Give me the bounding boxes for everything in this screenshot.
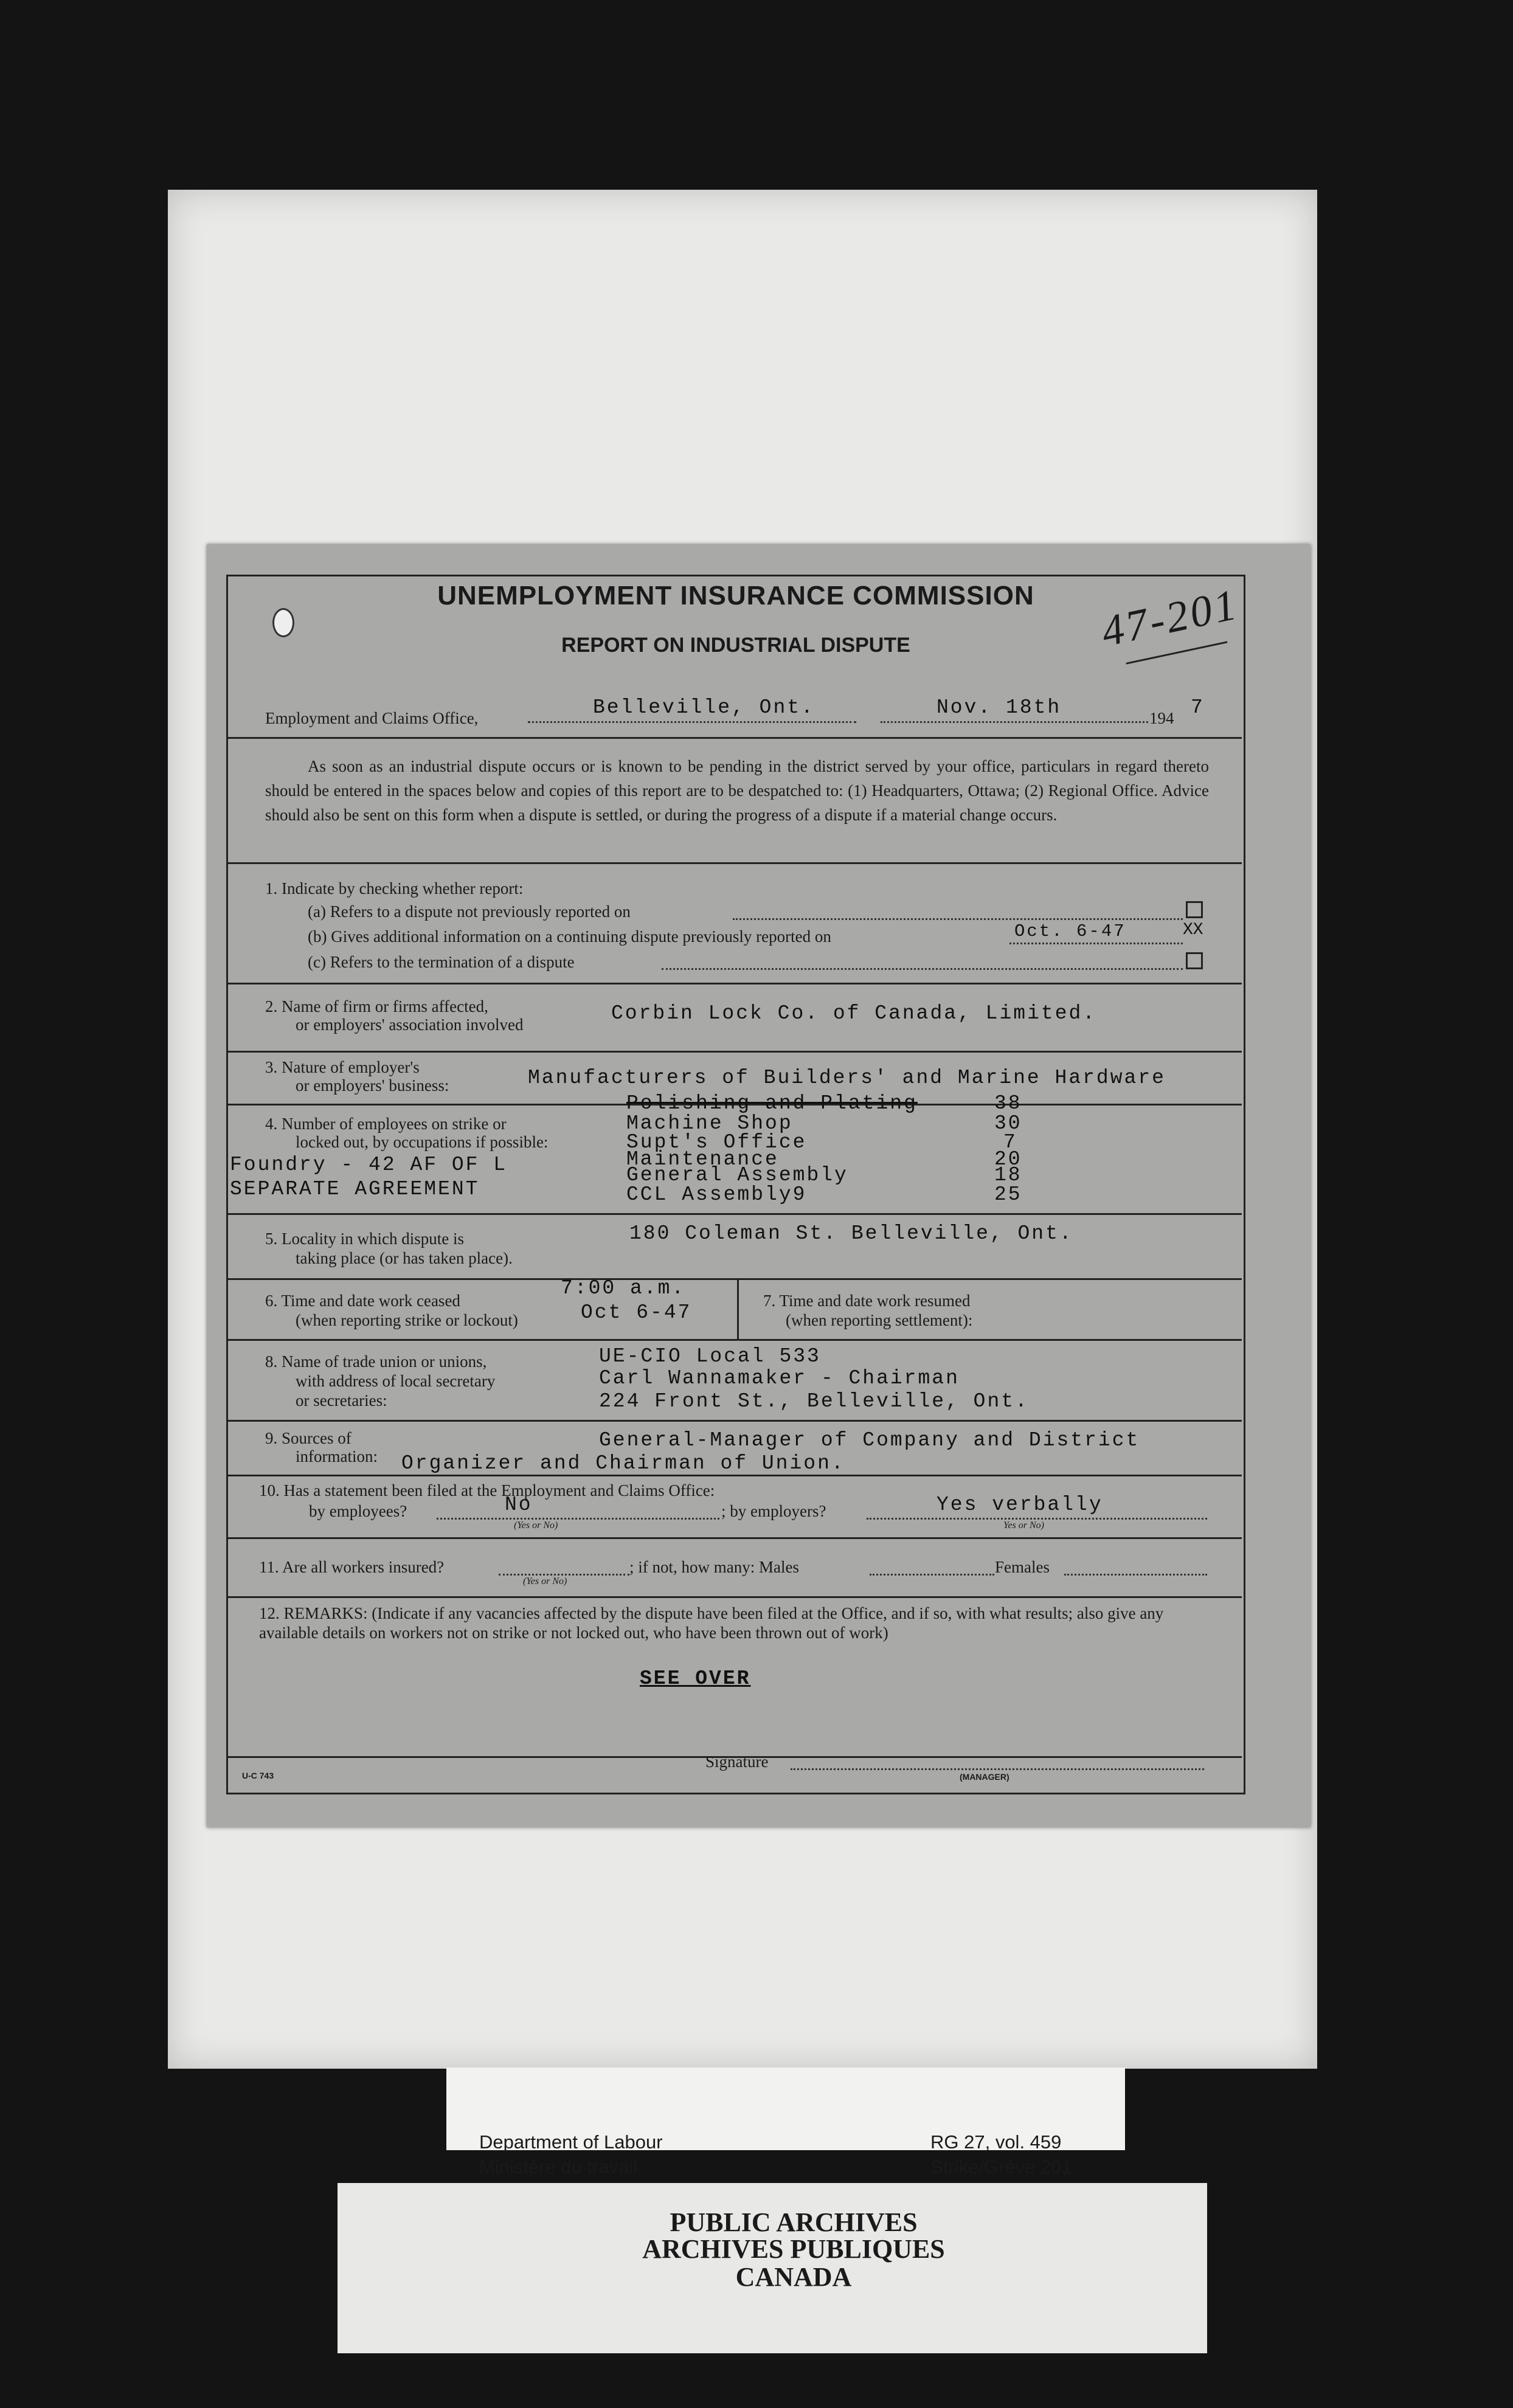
punch-hole [272,608,294,637]
item11-males-dotline [870,1574,994,1576]
divider [226,737,1242,739]
year-suffix: 7 [1191,696,1205,719]
archives-line1: PUBLIC ARCHIVES [670,2207,918,2237]
divider [226,1213,1242,1215]
divider [226,862,1242,864]
item6-label-cont: (when reporting strike or lockout) [296,1311,518,1329]
sources-line1: General-Manager of Company and District [599,1429,1140,1451]
item11-label: 11. Are all workers insured? [259,1558,445,1576]
date-value: Nov. 18th [937,696,1062,719]
yes-no-hint: (Yes or No) [514,1520,558,1531]
form-code: U-C 743 [242,1771,274,1780]
dept-fr: Ministère du travail [479,2156,638,2178]
item7-label: 7. Time and date work resumed [763,1292,971,1310]
divider [226,1537,1242,1539]
item9-label-cont: information: [296,1447,378,1465]
item3-label-cont: or employers' business: [296,1076,449,1095]
instructions-text: As soon as an industrial dispute occurs or is known to be pending in the district served by your office, particulars in regard thereto should be entered in the spaces below and copies of this report are to be despatched to: (1) Headquarters, Ottawa; (2) Regional Office. Advice should also be sent on this form when a dispute is settled, or during the progress of a dispute if a material change occurs. [265,757,1209,824]
occupation-count: 7 [1003,1131,1017,1154]
item4-label-cont: locked out, by occupations if possible: [296,1133,549,1151]
item10-label: 10. Has a statement been filed at the Employment and Claims Office: [259,1481,715,1500]
item10-employees-value: No [505,1493,533,1516]
office-label: Employment and Claims Office, [265,709,479,727]
item1-option-a: (a) Refers to a dispute not previously reported on [308,902,631,921]
office-value: Belleville, Ont. [593,696,815,719]
divider [226,983,1242,984]
occupation-row: Machine Shop [626,1112,793,1135]
item9-label: 9. Sources of [265,1429,351,1447]
checkbox-b-mark[interactable]: XX [1183,921,1203,939]
item6-time: 7:00 a.m. [561,1277,686,1299]
divider-vertical [737,1278,739,1339]
item7-label-cont: (when reporting settlement): [786,1311,973,1329]
item6-label: 6. Time and date work ceased [265,1292,460,1310]
divider [226,1051,1242,1053]
date-dotline [881,721,1148,723]
union-name: UE-CIO Local 533 [599,1345,821,1368]
item3-label: 3. Nature of employer's [265,1058,420,1076]
occupation-count: 25 [994,1183,1022,1206]
item4-side-note: Foundry - 42 AF OF L [230,1154,508,1176]
item4-label: 4. Number of employees on strike or [265,1115,507,1133]
item2-value: Corbin Lock Co. of Canada, Limited. [611,1002,1097,1025]
item12-remarks: 12. REMARKS: (Indicate if any vacancies affected by the dispute have been filed at the Office, and if so, with what results; also give any available details on workers not on strike or not locked out, who have been thrown out of work) [259,1604,1164,1642]
item1-option-b: (b) Gives additional information on a continuing dispute previously reported on [308,927,831,946]
item10-by-employers: ; by employers? [721,1502,826,1520]
item1a-dotline [733,918,1183,920]
form-subtitle: REPORT ON INDUSTRIAL DISPUTE [561,634,910,657]
item5-value: 180 Coleman St. Belleville, Ont. [629,1222,1073,1245]
item1b-value: Oct. 6-47 [1014,921,1126,941]
item3-value: Manufacturers of Builders' and Marine Hardware [528,1067,1166,1089]
item10-employees-dotline [437,1518,719,1520]
item5-label: 5. Locality in which dispute is [265,1230,464,1248]
occupation-count: 20 [994,1148,1022,1171]
occupation-row: CCL Assembly9 [626,1183,807,1206]
archives-line3: CANADA [735,2262,852,2292]
item11-females-dotline [1064,1574,1207,1576]
signature-dotline [791,1768,1204,1770]
item2-label: 2. Name of firm or firms affected, [265,997,488,1015]
dept-en: Department of Labour [479,2131,663,2153]
manager-label: (MANAGER) [960,1772,1009,1782]
divider [226,1278,1242,1280]
divider [226,1475,1242,1476]
remarks-value: SEE OVER [640,1667,751,1690]
item5-label-cont: taking place (or has taken place). [296,1249,513,1267]
archives-line2: ARCHIVES PUBLIQUES [642,2234,945,2264]
item10-employers-value: Yes verbally [937,1493,1103,1516]
year-prefix: 194 [1149,709,1174,727]
item11-if-not: ; if not, how many: Males [629,1558,799,1576]
sources-line2: Organizer and Chairman of Union. [401,1452,845,1475]
item1b-dotline [1009,943,1183,944]
file-number: 47-201 [1097,580,1243,656]
signature-label: Signature [705,1752,769,1771]
archive-ref-strike: Strike/Grève 201 [930,2156,1072,2178]
item11-insured-dotline [499,1574,629,1576]
item10-by-employees: by employees? [309,1502,407,1520]
item1c-dotline [662,968,1183,970]
item11-females: Females [995,1558,1050,1576]
checkbox-a[interactable] [1186,901,1203,918]
item8-label: 8. Name of trade union or unions, [265,1352,487,1371]
occupation-row: General Assembly [626,1164,848,1186]
occupation-row: Polishing and Plating [626,1092,918,1115]
divider [226,1339,1242,1341]
item8-label-cont: or secretaries: [296,1391,387,1410]
yes-no-hint: (Yes or No) [523,1576,567,1586]
archive-ref-volume: RG 27, vol. 459 [930,2131,1062,2153]
checkbox-c[interactable] [1186,952,1203,969]
item2-label-cont: or employers' association involved [296,1015,524,1034]
office-dotline [528,721,856,723]
occupation-count: 38 [994,1092,1022,1115]
divider [226,1420,1242,1422]
divider [226,1596,1242,1598]
occupation-row: Supt's Office [626,1131,807,1154]
item8-label-cont: with address of local secretary [296,1372,496,1390]
occupation-count: 18 [994,1164,1022,1186]
item6-date: Oct 6-47 [581,1301,692,1324]
item10-employers-dotline [867,1518,1207,1520]
form-title: UNEMPLOYMENT INSURANCE COMMISSION [437,581,1034,611]
occupation-row: Maintenance [626,1148,779,1171]
yes-no-hint: Yes or No) [1003,1520,1044,1531]
item4-side-note-2: SEPARATE AGREEMENT [230,1178,480,1200]
item1-option-c: (c) Refers to the termination of a dispute [308,953,575,971]
occupation-count: 30 [994,1112,1022,1135]
union-address: 224 Front St., Belleville, Ont. [599,1390,1029,1413]
union-chairman: Carl Wannamaker - Chairman [599,1367,960,1389]
item1-label: 1. Indicate by checking whether report: [265,879,524,898]
